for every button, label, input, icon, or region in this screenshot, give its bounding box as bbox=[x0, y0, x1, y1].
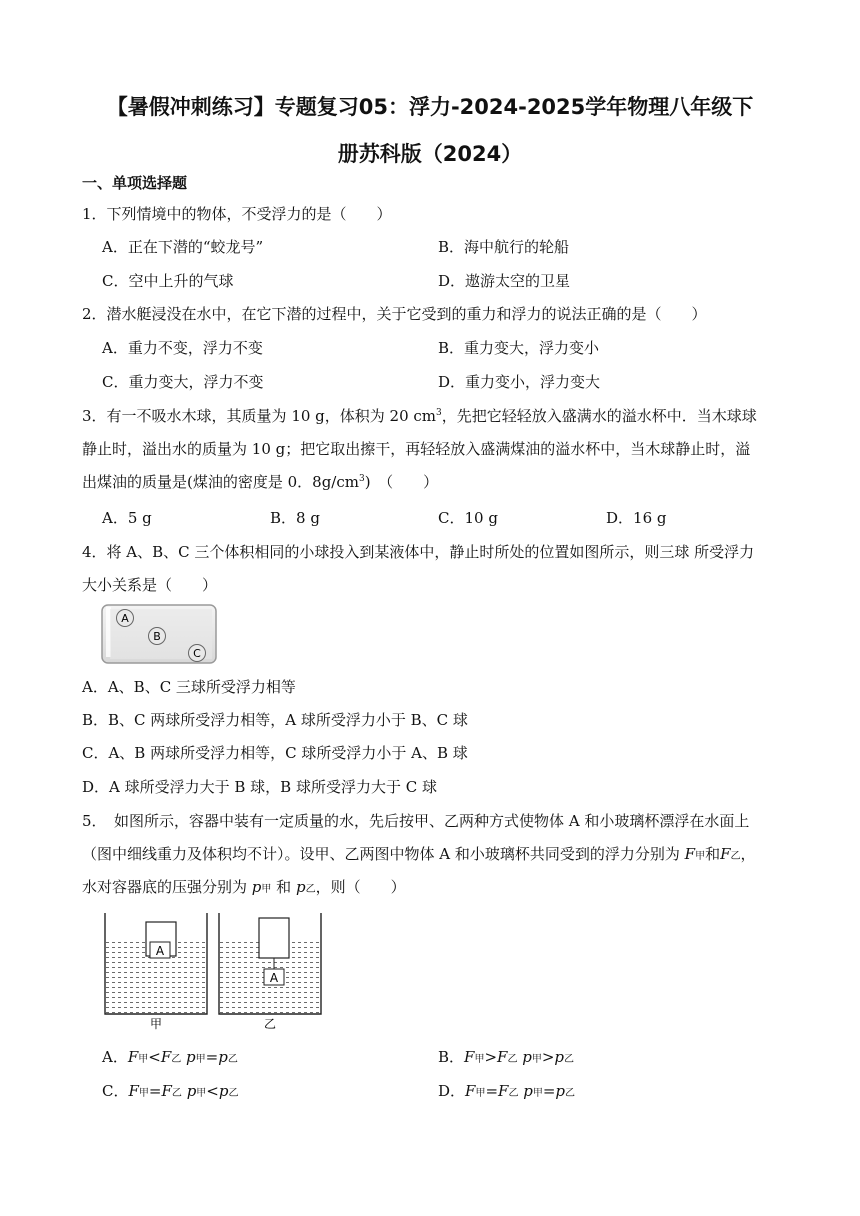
q4-option-b: B．B、C 两球所受浮力相等，A 球所受浮力小于 B、C 球 bbox=[82, 711, 468, 729]
q5-symbol-f2: F bbox=[720, 845, 731, 863]
q3-option-a: A．5 g bbox=[102, 509, 152, 527]
ball-b-label: B bbox=[153, 630, 161, 643]
q2-option-d: D．重力变小，浮力变大 bbox=[438, 373, 601, 391]
q5-word-he: 和 bbox=[705, 845, 721, 863]
q2-option-c: C．重力变大，浮力不变 bbox=[102, 373, 264, 391]
q4-line2: 大小关系是（ ） bbox=[82, 576, 218, 594]
document-title-line2: 册苏科版（2024） bbox=[337, 142, 523, 166]
q2-stem: 2．潜水艇浸没在水中，在它下潜的过程中，关于它受到的重力和浮力的说法正确的是（ ） bbox=[82, 305, 707, 323]
q5-option-a: A．F甲<F乙 p甲=p乙 bbox=[102, 1048, 238, 1066]
q5-sub-yi2: 乙 bbox=[305, 884, 316, 895]
q3-line2: 静止时，溢出水的质量为 10 g；把它取出擦干，再轻轻放入盛满煤油的溢水杯中，当木球静止时，溢 bbox=[82, 440, 751, 458]
q5-symbol-f: F bbox=[684, 845, 696, 863]
q5-sub-yi: 乙 bbox=[730, 851, 741, 862]
q1-option-c: C．空中上升的气球 bbox=[102, 272, 234, 290]
ball-a-label: A bbox=[121, 612, 129, 625]
q5-figure bbox=[100, 910, 330, 1032]
q3-line1-rest: ，先把它轻轻放入盛满水的溢水杯中．当木球球 bbox=[441, 407, 757, 425]
q5-word-he2: 和 bbox=[276, 878, 292, 896]
q3-line1 bbox=[82, 405, 757, 426]
block-a-jia-label: A bbox=[155, 944, 165, 958]
q5-symbol-p: p bbox=[251, 878, 262, 896]
q1-option-a: A．正在下潜的“蛟龙号” bbox=[102, 238, 264, 256]
q5-line3-rest: ，则（ ） bbox=[315, 878, 406, 896]
q4-figure-liquid-container bbox=[100, 603, 220, 667]
q1-option-b: B．海中航行的轮船 bbox=[438, 238, 570, 256]
q2-option-b: B．重力变大，浮力变小 bbox=[438, 339, 600, 357]
q5-sub-jia2: 甲 bbox=[261, 884, 272, 895]
q5-line2: （图中细线重力及体积均不计）。设甲、乙两图中物体 A 和小玻璃杯共同受到的浮力分别为 F甲和F乙， bbox=[82, 845, 756, 863]
q4-option-d: D．A 球所受浮力大于 B 球，B 球所受浮力大于 C 球 bbox=[82, 778, 437, 796]
figure-label-yi: 乙 bbox=[263, 1017, 277, 1031]
q3-option-b: B．8 g bbox=[270, 509, 320, 527]
q5-line3-text: 水对容器底的压强分别为 bbox=[82, 878, 252, 896]
q2-option-a: A．重力不变，浮力不变 bbox=[102, 339, 263, 357]
q3-unit-superscript: 3 bbox=[436, 408, 442, 418]
q3-line3 bbox=[82, 471, 438, 492]
q4-option-c: C．A、B 两球所受浮力相等，C 球所受浮力小于 A、B 球 bbox=[82, 744, 468, 762]
ball-c-label: C bbox=[193, 647, 201, 660]
q3-line3-rest: ) （ ） bbox=[364, 473, 439, 491]
document-title-line1: 【暑假冲刺练习】专题复习05：浮力-2024-2025学年物理八年级下 bbox=[106, 95, 754, 119]
q3-line1-text: 3．有一不吸水木球，其质量为 10 g，体积为 20 cm bbox=[82, 407, 437, 425]
q3-line3-text: 出煤油的质量是(煤油的密度是 0．8g/cm bbox=[82, 473, 359, 491]
q4-option-a: A．A、B、C 三球所受浮力相等 bbox=[82, 678, 296, 696]
q3-option-d: D．16 g bbox=[606, 509, 667, 527]
q5-option-d: D．F甲=F乙 p甲=p乙 bbox=[438, 1082, 576, 1100]
q5-option-b: B．F甲>F乙 p甲>p乙 bbox=[438, 1048, 575, 1066]
q5-line2-text: （图中细线重力及体积均不计）。设甲、乙两图中物体 A 和小玻璃杯共同受到的浮力分别为 bbox=[82, 845, 685, 863]
q5-option-c: C．F甲=F乙 p甲<p乙 bbox=[102, 1082, 239, 1100]
container-yi bbox=[219, 913, 321, 1014]
section-heading: 一、单项选择题 bbox=[82, 174, 188, 192]
q1-stem: 1．下列情境中的物体，不受浮力的是（ ） bbox=[82, 205, 392, 223]
q1-option-d: D．遨游太空的卫星 bbox=[438, 272, 571, 290]
q3-option-c: C．10 g bbox=[438, 509, 498, 527]
q5-sub-jia: 甲 bbox=[695, 851, 706, 862]
q5-line3 bbox=[82, 876, 406, 897]
q5-symbol-p2: p bbox=[295, 878, 306, 896]
block-a-yi-label: A bbox=[269, 971, 279, 985]
q4-line1: 4．将 A、B、C 三个体积相同的小球投入到某液体中，静止时所处的位置如图所示，则三球 所受浮力 bbox=[82, 543, 755, 561]
container-jia bbox=[105, 913, 207, 1014]
q5-line1: 5． 如图所示，容器中装有一定质量的水，先后按甲、乙两种方式使物体 A 和小玻璃杯漂浮在水面上 bbox=[82, 812, 750, 830]
q3-density-superscript: 3 bbox=[359, 474, 365, 484]
figure-label-jia: 甲 bbox=[149, 1017, 163, 1031]
